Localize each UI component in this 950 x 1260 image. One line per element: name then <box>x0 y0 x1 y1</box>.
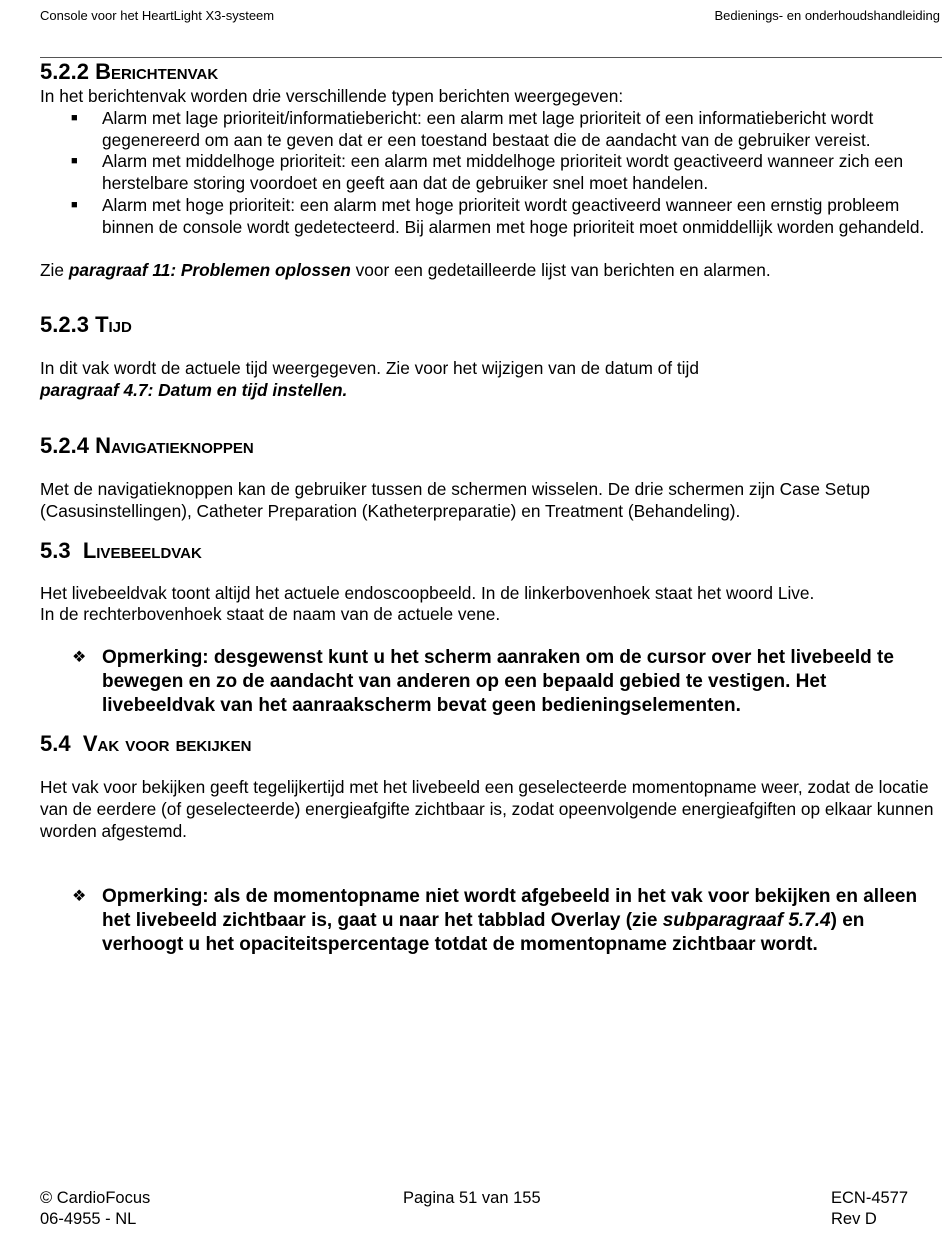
heading-5-4: 5.4 Vak voor bekijken <box>40 731 252 757</box>
heading-5-2-4: 5.2.4 Navigatieknoppen <box>40 432 254 458</box>
cross-reference: subparagraaf 5.7.4 <box>662 909 831 931</box>
berichtenvak-intro: In het berichtenvak worden drie verschillende typen berichten weergegeven: <box>40 86 624 106</box>
footer-right: ECN-4577 Rev D <box>831 1189 909 1228</box>
square-bullet-icon: ■ <box>71 111 78 124</box>
list-item: ■ Alarm met hoge prioriteit: een alarm met hoge prioriteit wordt geactiveerd wanneer een ernstig probleem binnen de console wordt gedetecteerd. Bij alarmen met hoge prioriteit moet onmiddellijk worden gehandeld. <box>71 194 925 237</box>
square-bullet-icon: ■ <box>71 198 78 211</box>
tijd-text: In dit vak wordt de actuele tijd weergegeven. Zie voor het wijzigen van de datum of tijd <box>40 358 699 379</box>
livebeeld-line-2: In de rechterbovenhoek staat de naam van de actuele vene. <box>40 604 501 625</box>
heading-5-2-2: 5.2.2 Berichtenvak <box>40 59 219 84</box>
heading-5-3: 5.3 Livebeeldvak <box>40 537 202 563</box>
see-reference-paragraph: Zie paragraaf 11: Problemen oplossen voor een gedetailleerde lijst van berichten en alarmen. <box>40 259 771 280</box>
livebeeld-line-1: Het livebeeldvak toont altijd het actuele endoscoopbeeld. In de linkerbovenhoek staat het woord Live. <box>40 582 815 603</box>
list-item: ■ Alarm met lage prioriteit/informatiebericht: een alarm met lage prioriteit of een informatiebericht wordt gegenereerd om aan te geven dat er een toestand bestaat die de aandacht van de gebruiker vereist. <box>71 107 874 150</box>
note-bekijken: ❖ Opmerking: als de momentopname niet wordt afgebeeld in het vak voor bekijken en alleen het livebeeld zichtbaar is, gaat u naar het tabblad Overlay (zie subparagraaf 5.7.4) en verhoogt u het opaciteitspercentage totdat de momentopname zichtbaar wordt. <box>72 885 918 955</box>
message-types-list <box>40 108 940 239</box>
header-right: Bedienings- en onderhoudshandleiding <box>714 8 940 23</box>
navigatie-text: Met de navigatieknoppen kan de gebruiker tussen de schermen wisselen. De drie schermen zijn Case Setup (Casusinstellingen), Catheter Preparation (Katheterpreparatie) en Treatment (Behandeling). <box>40 478 870 521</box>
page-header <box>40 8 940 28</box>
page-number: Pagina 51 van 155 <box>403 1189 541 1207</box>
cross-reference: paragraaf 11: Problemen oplossen <box>68 259 351 280</box>
diamond-bullet-icon: ❖ <box>72 887 87 905</box>
heading-5-2-3: 5.2.3 Tijd <box>40 312 132 338</box>
square-bullet-icon: ■ <box>71 155 78 168</box>
header-left: Console voor het HeartLight X3-systeem <box>40 8 275 23</box>
bekijken-text: Het vak voor bekijken geeft tegelijkertijd met het livebeeld een geselecteerde momentopname weer, zodat de locatie van de eerdere (of geselecteerde) energieafgifte zichtbaar is, zodat opeenvolgende energieafgiften op elkaar kunnen worden afgestemd. <box>40 777 934 841</box>
page-content <box>40 58 940 957</box>
tijd-reference: paragraaf 4.7: Datum en tijd instellen. <box>40 380 348 401</box>
diamond-bullet-icon: ❖ <box>72 649 87 667</box>
footer-left: © CardioFocus 06-4955 - NL <box>40 1189 151 1228</box>
note-livebeeld: ❖ Opmerking: desgewenst kunt u het scherm aanraken om de cursor over het livebeeld te bewegen en zo de aandacht van anderen op een bepaald gebied te vestigen. Het livebeeldvak van het aanraakscherm bevat geen bedieningselementen. <box>72 647 894 717</box>
list-item: ■ Alarm met middelhoge prioriteit: een alarm met middelhoge prioriteit wordt geactiveerd wanneer zich een herstelbare storing voordoet en geeft aan dat de gebruiker snel moet handelen. <box>71 151 904 194</box>
